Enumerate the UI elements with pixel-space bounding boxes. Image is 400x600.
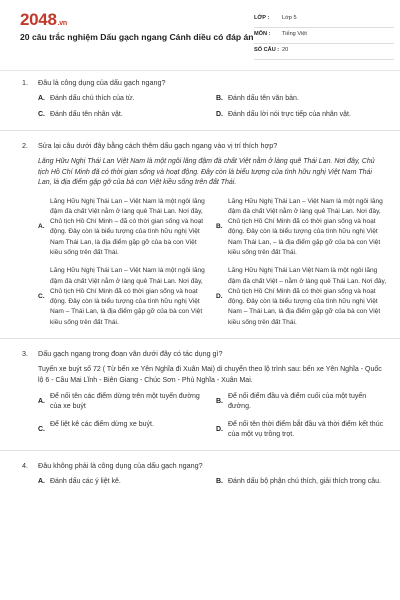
question-text: Đâu là công dụng của dấu gạch ngang? <box>38 78 166 87</box>
option-letter: D. <box>216 426 223 434</box>
option-letter: B. <box>216 95 223 102</box>
option-text: Lăng Hữu Nghị Thái Lan – Việt Nam là một ngôi lăng đậm đà chất Việt nằm ở làng quê Thái Lan. Nơi đây, Chủ tịch Hồ Chí Minh – đã có thời gian sống và hoạt động. Đây còn là biểu tượng của tình hữu nghị Việt Nam Thái Lan, là địa điểm gặp gỡ của bà con Việt kiều sống trên đất Thái. <box>50 197 205 256</box>
option-d[interactable] <box>216 266 388 328</box>
question-passage: Lăng Hữu Nghị Thái Lan Việt Nam là một ngôi lăng đậm đà chất Việt nằm ở làng quê Thái Lan. Nơi đây, Chủ tịch Hồ Chí Minh đã có thời gian sống và hoạt động. Đây còn là biểu tượng của tình hữu nghị Việt Nam Thái Lan, là địa điểm gặp gỡ của bà con Việt kiều sống trên đất Thái. <box>38 158 375 186</box>
option-a[interactable] <box>38 392 210 412</box>
option-text: Đánh dấu tên văn bản. <box>228 95 299 102</box>
question-2 <box>22 141 387 328</box>
option-a[interactable] <box>38 94 210 104</box>
option-letter: C. <box>38 426 45 434</box>
option-letter: D. <box>216 111 223 118</box>
option-text: Đánh dấu chú thích của từ. <box>50 95 135 102</box>
meta-row-class <box>254 12 394 28</box>
logo-suffix-text: .vn <box>57 20 67 27</box>
option-b[interactable] <box>216 477 388 487</box>
question-number: 2. <box>22 141 28 150</box>
option-letter: A. <box>38 95 45 102</box>
option-a[interactable] <box>38 477 210 487</box>
option-letter: B. <box>216 478 223 486</box>
option-b[interactable] <box>216 392 388 412</box>
question-context: Tuyến xe buýt số 72 ( Từ bến xe Yên Nghĩa đi Xuân Mai) di chuyển theo lộ trình sau: bến xe Yên Nghĩa - Quốc lộ 6 - Cầu Mai Lĩnh - Biên Giang - Chúc Sơn - Phú Nghĩa - Xuân Mai. <box>38 366 382 384</box>
option-letter: A. <box>38 223 45 231</box>
meta-value: Lớp 5 <box>282 15 297 21</box>
meta-row-count <box>254 44 394 60</box>
question-text: Sửa lại câu dưới đây bằng cách thêm dấu gạch ngang vào vị trí thích hợp? <box>38 141 278 150</box>
question-text: Dấu gạch ngang trong đoạn văn dưới đây có tác dụng gì? <box>38 349 223 359</box>
option-b[interactable] <box>216 197 388 259</box>
option-text: Để nối tên thời điểm bắt đầu và thời điểm kết thúc của một vụ trồng trọt. <box>228 421 384 439</box>
header-divider <box>0 70 400 71</box>
option-text: Lăng Hữu Nghị Thái Lan – Việt Nam là một ngôi lăng đậm đà chất Việt nằm ở làng quê Thái Lan. Nơi đây, Chủ tịch Hồ Chí Minh đã có thời gian sống và hoạt động. Đây còn là biểu tượng của tình hữu nghị Việt Nam Thái Lan, – là địa điểm gặp gỡ của bà con Việt kiều sống trên đất Thái. <box>228 197 383 256</box>
option-text: Đánh dấu lời nói trực tiếp của nhân vật. <box>228 111 351 118</box>
options-grid <box>38 477 382 487</box>
option-letter: D. <box>216 293 223 301</box>
question-number: 1. <box>22 78 28 87</box>
option-letter: A. <box>38 478 45 486</box>
question-number: 3. <box>22 349 28 359</box>
question-text: Đâu không phải là công dụng của dấu gạch ngang? <box>38 461 203 471</box>
meta-table <box>254 12 394 60</box>
logo-main-text: 2048 <box>20 10 57 29</box>
meta-value: Tiếng Việt <box>282 31 307 37</box>
option-text: Đánh dấu tên nhân vật. <box>50 111 123 118</box>
option-d[interactable] <box>216 110 388 120</box>
question-divider <box>0 450 400 451</box>
options-grid <box>38 392 382 440</box>
question-number: 4. <box>22 461 28 471</box>
option-c[interactable] <box>38 266 210 328</box>
meta-value: 20 <box>282 47 289 53</box>
option-text: Đánh dấu bộ phận chú thích, giải thích trong câu. <box>228 478 381 486</box>
question-divider <box>0 130 400 131</box>
option-a[interactable] <box>38 197 210 259</box>
page-title: 20 câu trắc nghiệm Dấu gạch ngang Cánh diều có đáp án <box>20 32 254 42</box>
option-letter: C. <box>38 293 45 301</box>
option-c[interactable] <box>38 420 210 440</box>
option-text: Để liệt kê các điểm dừng xe buýt. <box>50 421 154 429</box>
site-logo[interactable] <box>20 10 67 30</box>
option-b[interactable] <box>216 94 388 104</box>
meta-row-subject <box>254 28 394 44</box>
option-letter: C. <box>38 111 45 118</box>
question-divider <box>0 338 400 339</box>
question-list <box>0 78 400 487</box>
option-text: Đánh dấu các ý liệt kê. <box>50 478 121 486</box>
options-grid <box>38 197 387 329</box>
question-1 <box>22 78 382 120</box>
page-header <box>0 0 400 62</box>
option-d[interactable] <box>216 420 388 440</box>
option-text: Lăng Hữu Nghị Thái Lan Việt Nam là một ngôi lăng đậm đà chất Việt – nằm ở làng quê Thái Lan. Nơi đây, Chủ tịch Hồ Chí Minh đã có thời gian sống và hoạt động. Đây còn là biểu tượng của tình hữu nghị Việt Nam – Thái Lan, là địa điểm gặp gỡ của bà con Việt kiều sống trên đất Thái. <box>228 267 387 326</box>
option-letter: B. <box>216 223 223 231</box>
options-grid <box>38 94 382 120</box>
option-text: Lăng Hữu Nghị Thái Lan – Việt Nam là một ngôi lăng đậm đà chất Việt nằm ở làng quê Thái Lan. Nơi đây, Chủ tịch Hồ Chí Minh đã có thời gian sống và hoạt động. Đây còn là biểu tượng của tình hữu nghị Việt Nam – Thái Lan, là địa điểm gặp gỡ của bà con Việt kiều sống trên đất Thái. <box>50 267 205 326</box>
question-4 <box>22 461 382 487</box>
option-letter: B. <box>216 398 223 406</box>
meta-key: SỐ CÂU : <box>254 47 280 53</box>
meta-key: MÔN : <box>254 31 271 37</box>
option-letter: A. <box>38 398 45 406</box>
option-text: Để nối tên các điểm dừng trên một tuyến đường của xe buýt <box>50 393 200 411</box>
question-3 <box>22 349 382 440</box>
meta-key: LỚP : <box>254 15 270 21</box>
option-text: Để nối điểm đầu và điểm cuối của một tuyến đường. <box>228 393 367 411</box>
option-c[interactable] <box>38 110 210 120</box>
